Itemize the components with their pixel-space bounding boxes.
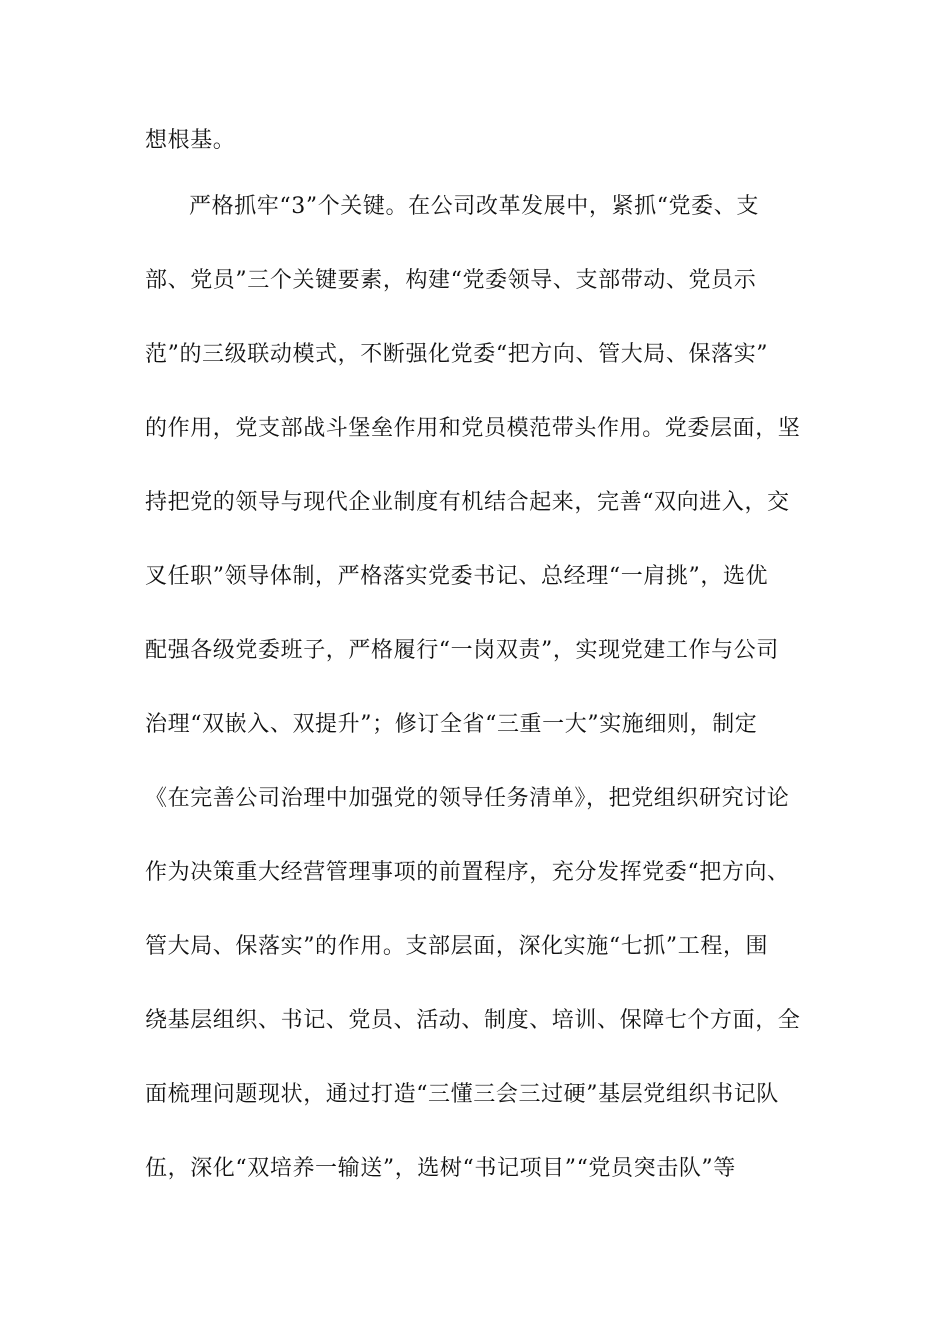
text-line: 部、党员”三个关键要素，构建“党委领导、支部带动、党员示 [145, 268, 757, 293]
text-line: 持把党的领导与现代企业制度有机结合起来，完善“双向进入，交 [145, 490, 790, 515]
text-line: 《在完善公司治理中加强党的领导任务清单》，把党组织研究讨论 [145, 786, 790, 811]
document-page [145, 124, 807, 1226]
text-line: 面梳理问题现状，通过打造“三懂三会三过硬”基层党组织书记队 [145, 1082, 779, 1107]
text-line: 作为决策重大经营管理事项的前置程序，充分发挥党委“把方向、 [145, 860, 790, 885]
text-line: 绕基层组织、书记、党员、活动、制度、培训、保障七个方面，全 [145, 1008, 801, 1033]
text-line: 伍，深化“双培养一输送”，选树“书记项目”“党员突击队”等 [145, 1156, 736, 1181]
text-line: 管大局、保落实”的作用。支部层面，深化实施“七抓”工程，围 [145, 934, 769, 959]
text-line: 治理“双嵌入、双提升”；修订全省“三重一大”实施细则，制定 [145, 712, 758, 737]
text-line: 想根基。 [145, 128, 236, 153]
text-line: 范”的三级联动模式，不断强化党委“把方向、管大局、保落实” [145, 342, 769, 367]
text-line: 的作用，党支部战斗堡垒作用和党员模范带头作用。党委层面，坚 [145, 416, 801, 441]
text-line: 配强各级党委班子，严格履行“一岗双责”，实现党建工作与公司 [145, 638, 779, 663]
paragraph-start-line: 严格抓牢“3”个关键。在公司改革发展中，紧抓“党委、支 [189, 194, 759, 219]
text-line: 叉任职”领导体制，严格落实党委书记、总经理“一肩挑”，选优 [145, 564, 769, 589]
